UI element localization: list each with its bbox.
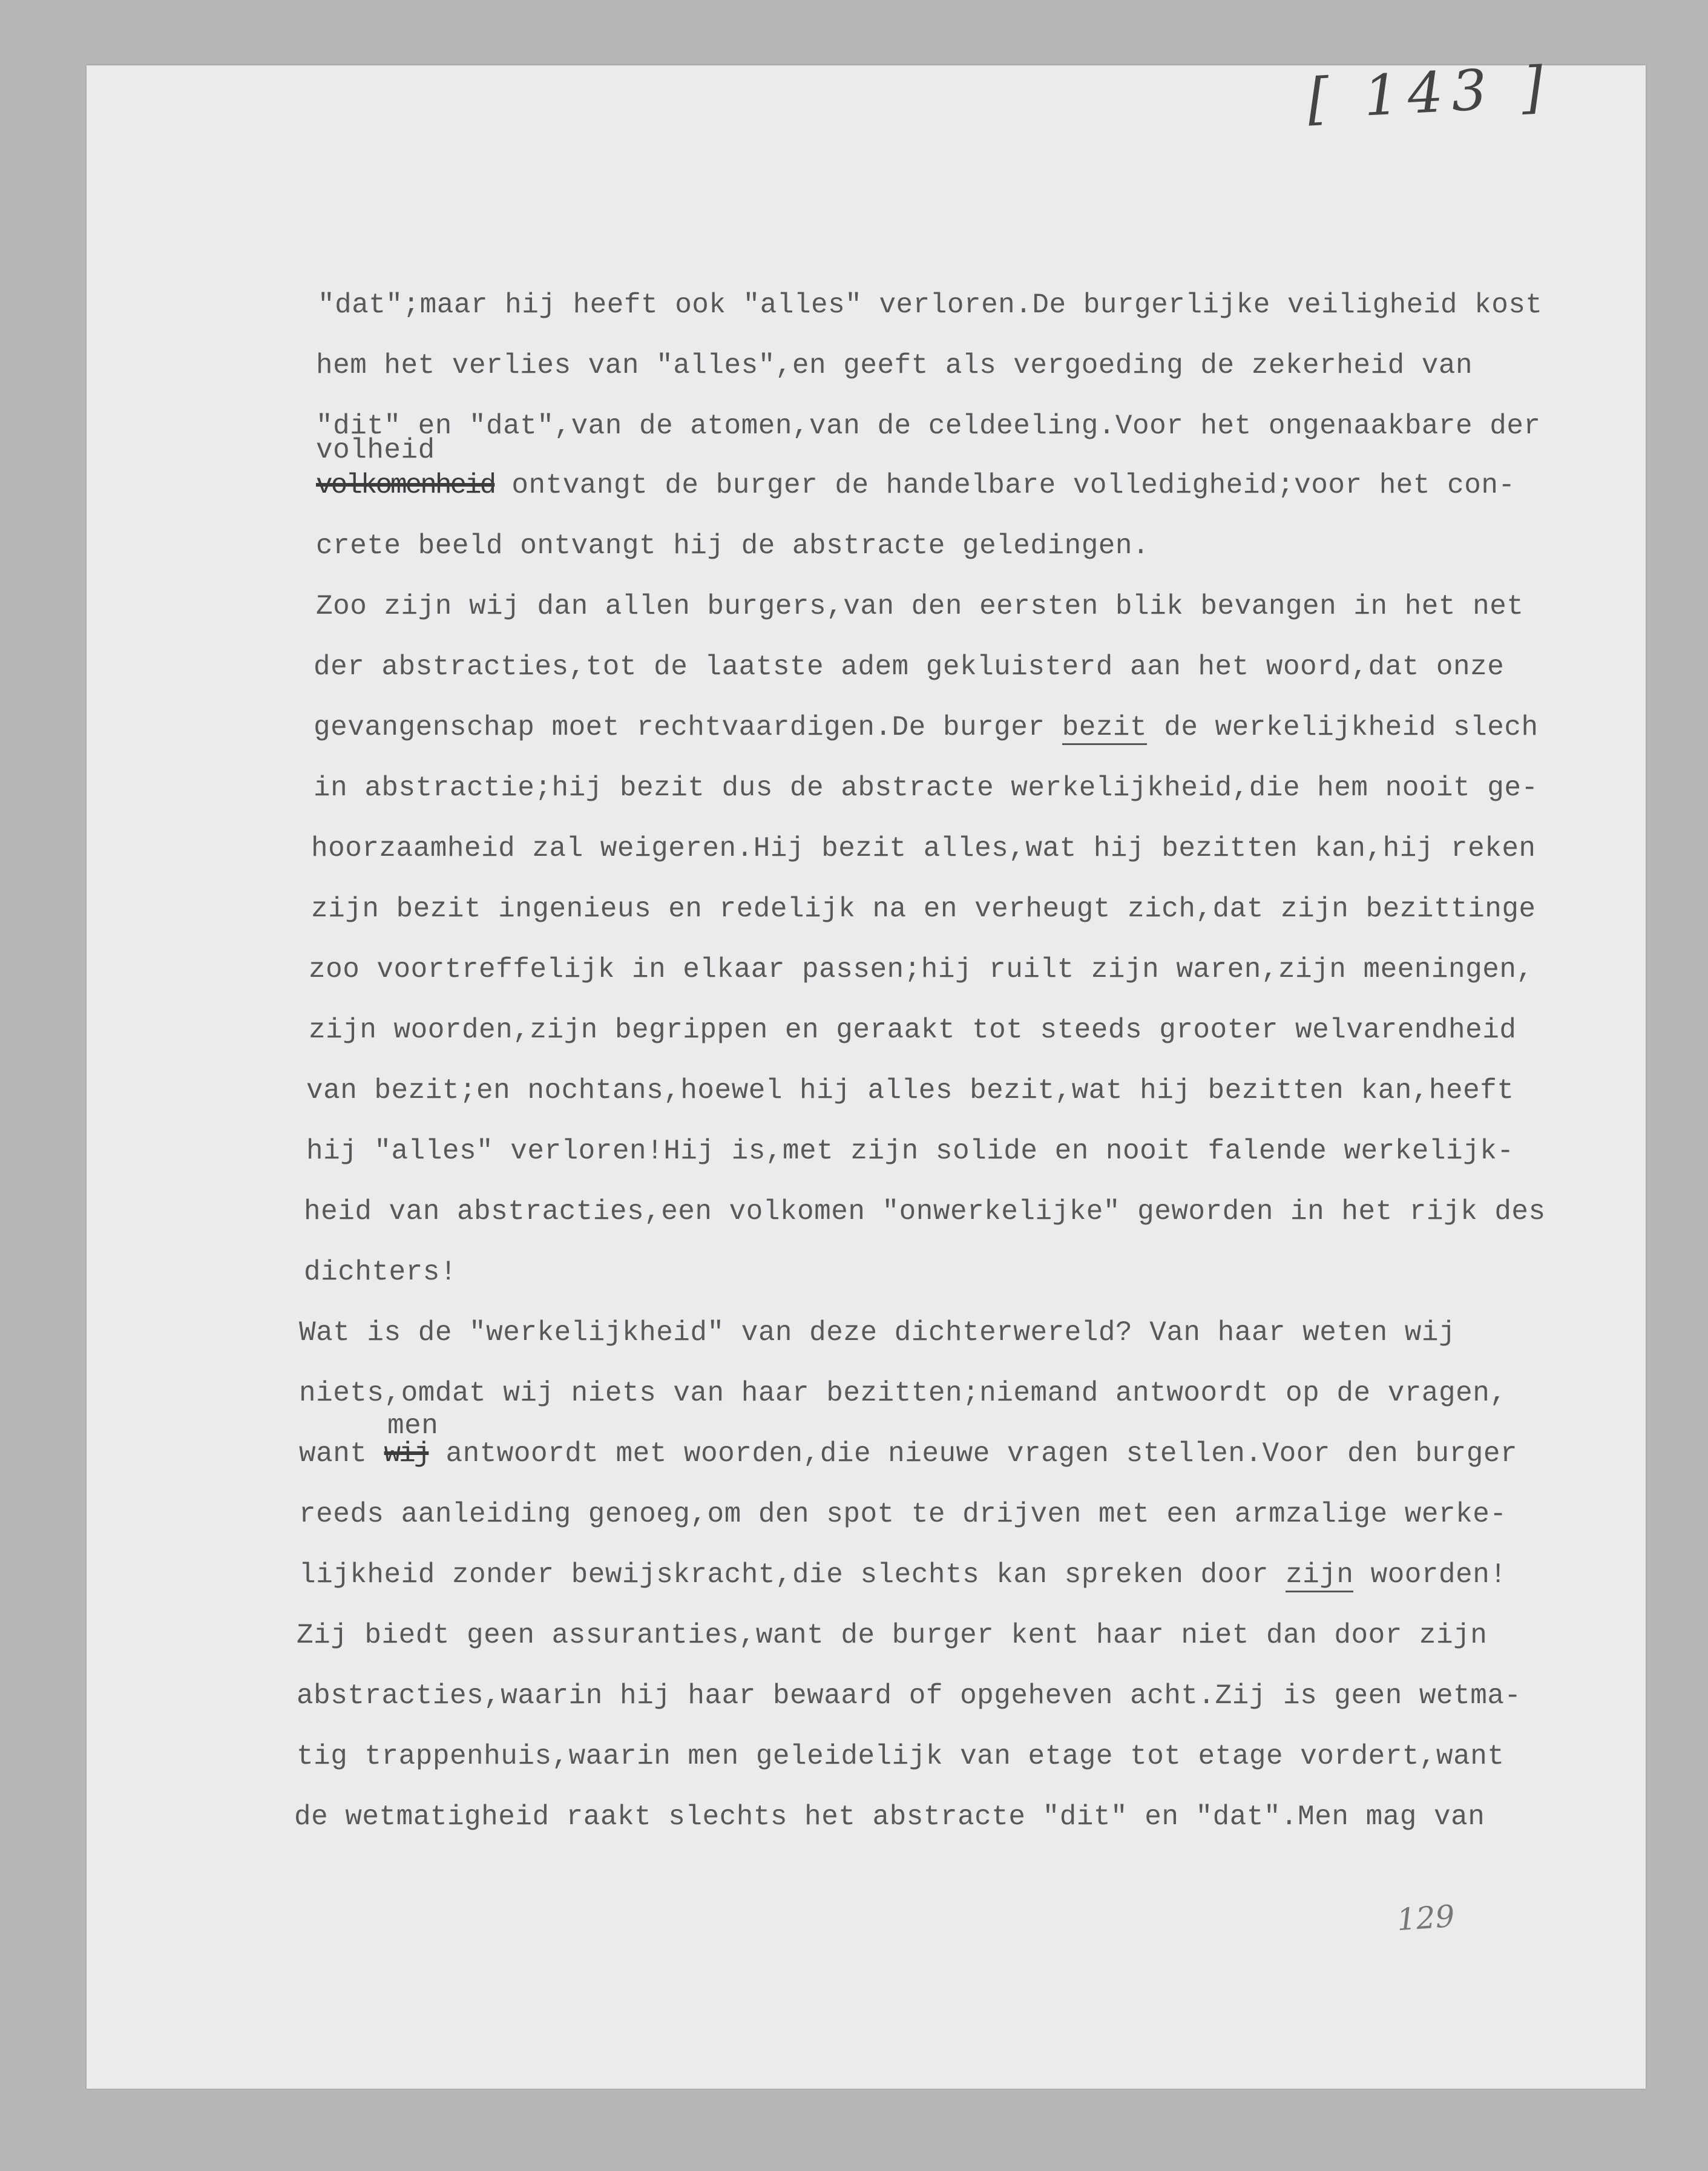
folio-number-handwritten: 129 [1396, 1898, 1456, 1938]
text-line-1: "dat";maar hij heeft ook "alles" verloren.De burgerlijke veiligheid kost [318, 289, 1543, 321]
text-line-10: hoorzaamheid zal weigeren.Hij bezit alles,wat hij bezitten kan,hij reken [311, 833, 1536, 864]
text-line-2: hem het verlies van "alles",en geeft als vergoeding de zekerheid van [316, 350, 1473, 381]
text-line-12: zoo voortreffelijk in elkaar passen;hij ruilt zijn waren,zijn meeningen, [309, 954, 1534, 985]
text-line-22: lijkheid zonder bewijskracht,die slechts kan spreken door zijn woorden! [299, 1559, 1506, 1591]
text-line-26: de wetmatigheid raakt slechts het abstracte "dit" en "dat".Men mag van [294, 1801, 1485, 1833]
text-line-8: gevangenschap moet rechtvaardigen.De burger bezit de werkelijkheid slech [314, 712, 1539, 743]
text-line-4: volkomenheid ontvangt de burger de handelbare volledigheid;voor het con- [316, 470, 1516, 501]
text-line-17: dichters! [304, 1256, 457, 1288]
text-line-24: abstracties,waarin hij haar bewaard of opgeheven acht.Zij is geen wetma- [297, 1680, 1522, 1712]
insertion-volheid: volheid [316, 435, 435, 466]
page-number-handwritten: [ 143 ] [1306, 54, 1554, 132]
text-line-9: in abstractie;hij bezit dus de abstracte werkelijkheid,die hem nooit ge- [314, 772, 1539, 804]
text-line-7: der abstracties,tot de laatste adem gekluisterd aan het woord,dat onze [314, 651, 1505, 683]
text-line-15: hij "alles" verloren!Hij is,met zijn solide en nooit falende werkelijk- [306, 1135, 1514, 1167]
underlined-bezit: bezit [1062, 712, 1148, 745]
text-line-13: zijn woorden,zijn begrippen en geraakt tot steeds grooter welvarendheid [309, 1014, 1517, 1046]
text-line-19: niets,omdat wij niets van haar bezitten;niemand antwoordt op de vragen, [299, 1378, 1507, 1409]
text-line-23: Zij biedt geen assuranties,want de burger kent haar niet dan door zijn [297, 1620, 1488, 1651]
text-line-6: Zoo zijn wij dan allen burgers,van den eersten blik bevangen in het net [316, 591, 1524, 622]
underlined-zijn: zijn [1286, 1559, 1353, 1592]
insertion-men: men [387, 1410, 439, 1442]
text-line-18: Wat is de "werkelijkheid" van deze dichterwereld? Van haar weten wij [299, 1317, 1456, 1348]
text-line-14: van bezit;en nochtans,hoewel hij alles bezit,wat hij bezitten kan,heeft [306, 1075, 1514, 1106]
struck-word: volkomenheid [316, 470, 495, 501]
text-line-21: reeds aanleiding genoeg,om den spot te drijven met een armzalige werke- [299, 1499, 1507, 1530]
struck-word: wij [384, 1438, 429, 1470]
text-line-11: zijn bezit ingenieus en redelijk na en verheugt zich,dat zijn bezittinge [311, 893, 1536, 925]
text-line-25: tig trappenhuis,waarin men geleidelijk van etage tot etage vordert,want [297, 1741, 1505, 1772]
text-line-16: heid van abstracties,een volkomen "onwerkelijke" geworden in het rijk des [304, 1196, 1546, 1227]
text-line-20: want wij antwoordt met woorden,die nieuwe vragen stellen.Voor den burger [299, 1438, 1518, 1470]
text-line-3: "dit" en "dat",van de atomen,van de celdeeling.Voor het ongenaakbare der [316, 410, 1541, 442]
text-line-5: crete beeld ontvangt hij de abstracte geledingen. [316, 530, 1150, 562]
